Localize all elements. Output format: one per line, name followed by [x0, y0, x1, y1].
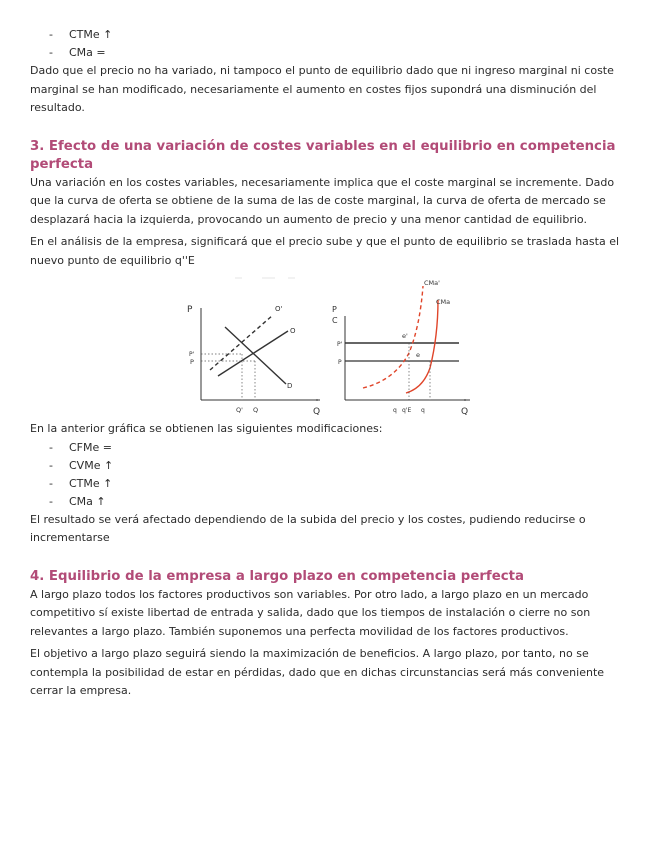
- firm-chart: [332, 279, 470, 417]
- y-axis-label: P: [187, 305, 193, 315]
- paragraph-intro: Dado que el precio no ha variado, ni tampoco el punto de equilibrio dado que ni ingreso marginal ni coste marginal se han modificado, necesariamente el aumento en costes fijos supondrá una disminución del resultado.: [30, 64, 614, 114]
- y-axis-label-bottom: C: [332, 316, 338, 325]
- section-4-heading: 4. Equilibrio de la empresa a largo plazo en competencia perfecta: [30, 568, 524, 584]
- supply-label: O: [290, 327, 296, 335]
- bullet-text: CMa ↑: [69, 494, 106, 508]
- price-new-label: P': [337, 341, 343, 348]
- new-supply-label: O': [275, 305, 283, 313]
- point-equilibrium-label: e: [416, 351, 420, 359]
- section-3-paragraph-3: En la anterior gráfica se obtienen las siguientes modificaciones:: [30, 422, 383, 435]
- bullet-text: CTMe ↑: [69, 28, 113, 41]
- point-new-equilibrium-label: e': [402, 332, 408, 340]
- bullet-text: CMa =: [69, 46, 106, 59]
- x-axis-label: Q: [461, 407, 469, 417]
- section-4-paragraph-2: El objetivo a largo plazo seguirá siendo la maximización de beneficios. A largo plazo, por tanto, no se contempla la posibilidad de estar en pérdidas, dado que en dichas circunstancias será más conveniente cerrar la empresa.: [30, 647, 605, 697]
- price-label: P: [190, 358, 194, 366]
- list-item: - CFMe =: [49, 440, 112, 454]
- bullet-text: CTMe ↑: [69, 476, 113, 490]
- bullet-text: CVMe ↑: [69, 458, 114, 472]
- x-axis-label: Q: [313, 407, 321, 417]
- section-3-paragraph-4: El resultado se verá afectado dependiendo de la subida del precio y los costes, pudiendo reducirse o incrementarse: [30, 512, 586, 544]
- cost-shift-figure: [180, 276, 480, 418]
- section-4-paragraph-1: A largo plazo todos los factores productivos son variables. Por otro lado, a largo plazo en un mercado competitivo sí existe libertad de entrada y salida, dado que los tiempos de instalación o cierre no son relevantes a largo plazo. También suponemos una perfecta movilidad de los factores productivos.: [30, 587, 591, 638]
- section-3-heading: 3. Efecto de una variación de costes variables en el equilibrio en competencia perfecta: [30, 138, 616, 172]
- quantity-new-label: Q': [236, 406, 243, 414]
- new-marginal-cost-label: CMa': [424, 279, 440, 287]
- section-3-paragraph-2: En el análisis de la empresa, significará que el precio sube y que el punto de equilibrio se traslada hasta el nuevo punto de equilibrio q''E: [30, 235, 620, 267]
- list-item: - CMa ↑: [49, 494, 106, 508]
- section-3-paragraph-1: Una variación en los costes variables, necesariamente implica que el coste marginal se incremente. Dado que la curva de oferta se obtiene de la suma de las de coste marginal, la curva de oferta de mercado se desplazará hacia la izquierda, provocando un aumento de precio y una menor cantidad de equilibrio.: [30, 175, 615, 226]
- market-chart: [187, 305, 320, 417]
- price-label: P: [338, 359, 342, 366]
- price-new-label: P': [189, 351, 195, 358]
- list-item: - CVMe ↑: [49, 458, 114, 472]
- bullet-text: CFMe =: [69, 440, 112, 454]
- quantity-label-2: q: [421, 407, 425, 414]
- quantity-label: Q: [253, 406, 259, 414]
- new-marginal-cost-curve: [363, 286, 423, 388]
- list-item: - CTMe ↑: [49, 28, 113, 41]
- quantity-new-label: q'E: [402, 407, 412, 414]
- marginal-cost-label: CMa: [436, 298, 451, 306]
- quantity-label-1: q: [393, 407, 397, 414]
- list-item: - CMa =: [49, 46, 106, 59]
- document-page: [30, 26, 626, 701]
- demand-label: D: [287, 382, 293, 390]
- demand-curve: [225, 327, 286, 384]
- list-item: - CTMe ↑: [49, 476, 113, 490]
- y-axis-label-top: P: [332, 305, 337, 314]
- figure-svg: [180, 276, 480, 418]
